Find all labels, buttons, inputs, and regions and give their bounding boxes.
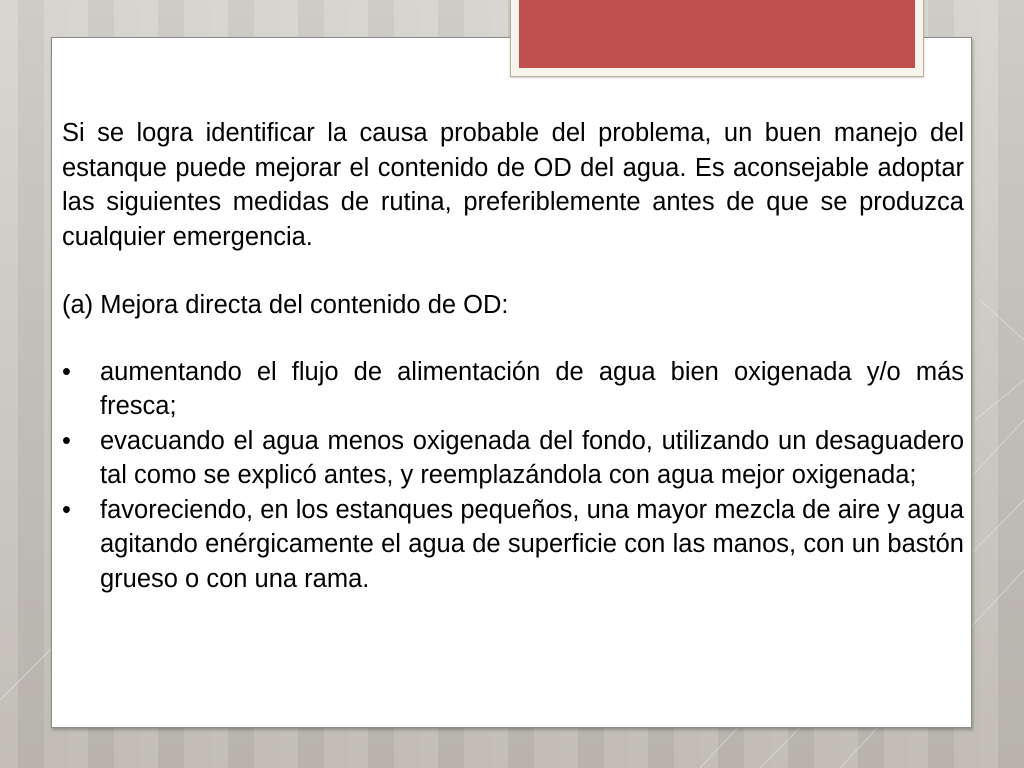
section-heading: (a) Mejora directa del contenido de OD: [62,291,509,319]
list-item-text: favoreciendo, en los estanques pequeños, una mayor mezcla de aire y agua agitando enérgicamente el agua de superficie con las manos, con un bastón grueso o con una rama. [100,495,964,593]
bullet-list [62,355,964,597]
list-item [62,355,964,424]
bullet-icon: • [62,495,71,524]
list-item-text: evacuando el agua menos oxigenada del fondo, utilizando un desaguadero tal como se explicó antes, y reemplazándola con agua mejor oxigenada; [100,426,964,489]
list-item [62,424,964,493]
title-accent-bar [519,0,915,68]
list-item-text: aumentando el flujo de alimentación de agua bien oxigenada y/o más fresca; [100,357,964,420]
title-accent-frame [510,0,924,77]
bullet-icon: • [62,426,71,455]
bullet-icon: • [62,357,71,386]
slide-body [62,116,964,596]
intro-paragraph: Si se logra identificar la causa probable del problema, un buen manejo del estanque puede mejorar el contenido de OD del agua. Es aconsejable adoptar las siguientes medidas de rutina, preferiblemente antes de que se produzca cualquier emergencia. [62,119,964,251]
list-item [62,493,964,597]
